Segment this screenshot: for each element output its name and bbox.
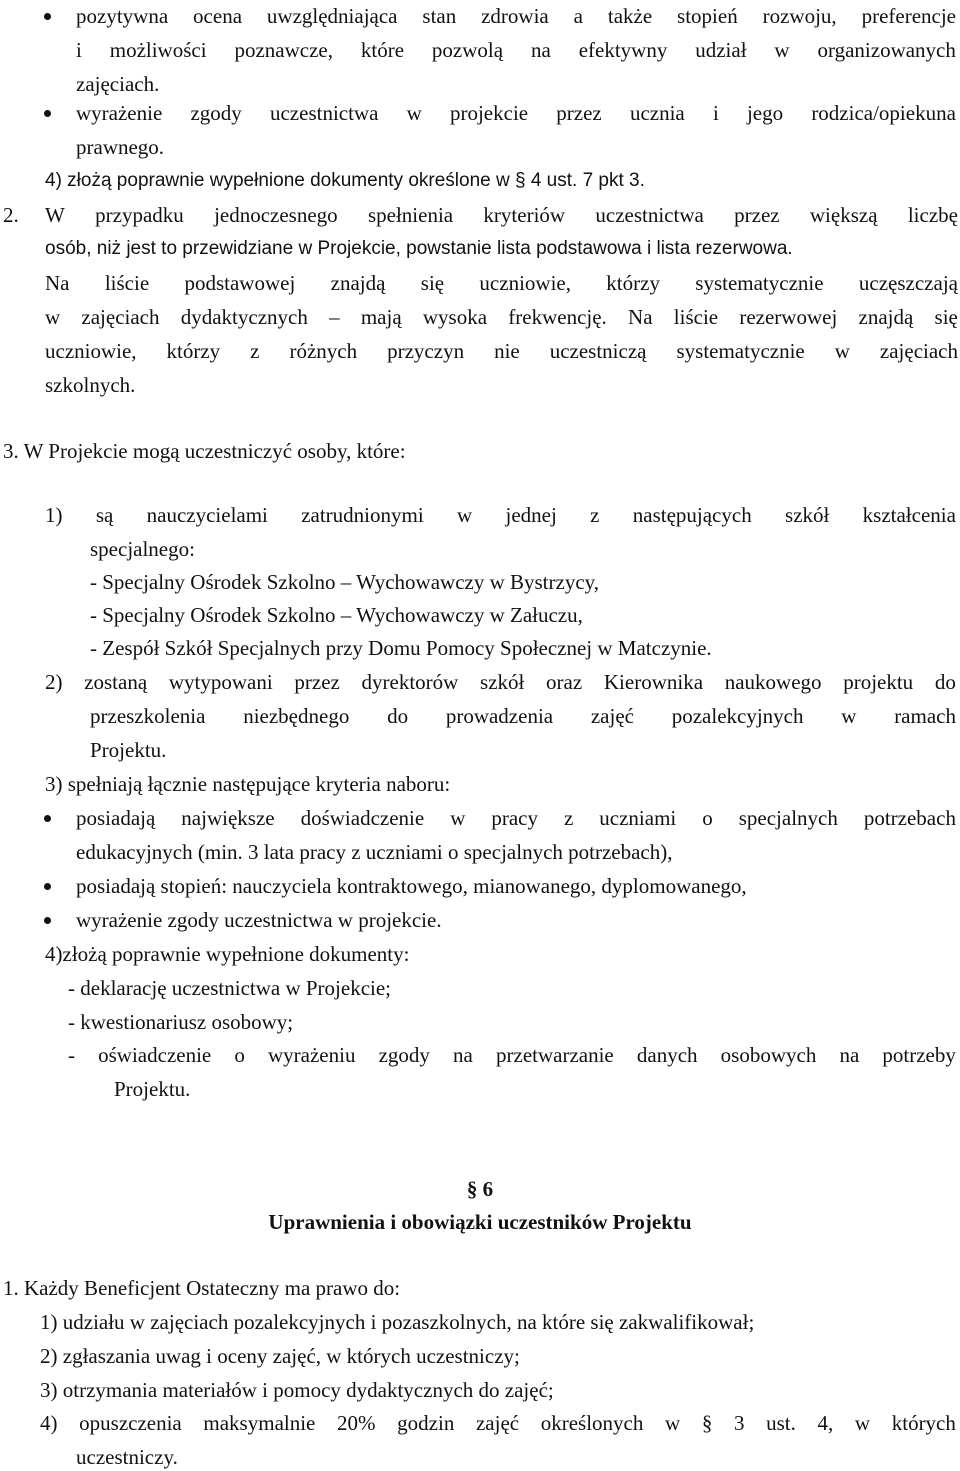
criteria-line: edukacyjnych (min. 3 lata pracy z uczniami o specjalnych potrzebach), (76, 840, 673, 864)
school-item: - Specjalny Ośrodek Szkolno – Wychowawczy w Załuczu, (90, 603, 583, 627)
bullet-icon (44, 13, 51, 20)
paragraph-line: osób, niż jest to przewidziane w Projekcie, powstanie lista podstawowa i lista rezerwowa. (45, 238, 793, 259)
paragraph-line: uczniowie, którzy z różnych przyczyn nie uczestniczą systematycznie w zajęciach (45, 339, 958, 363)
bullet-icon (44, 883, 51, 890)
chapter-number: § 6 (466, 1177, 494, 1201)
paragraph-line: Na liście podstawowej znajdą się uczniowie, którzy systematycznie uczęszczają (45, 271, 958, 295)
paragraph-line: specjalnego: (90, 537, 195, 561)
section-number: 2. (3, 203, 19, 227)
bullet-icon (44, 815, 51, 822)
rights-item: 3) otrzymania materiałów i pomocy dydaktycznych do zajęć; (40, 1378, 554, 1402)
bullet-icon (44, 917, 51, 924)
criteria-line: posiadają największe doświadczenie w pracy z uczniami o specjalnych potrzebach (76, 806, 956, 830)
paragraph-line: 4)złożą poprawnie wypełnione dokumenty: (45, 942, 410, 966)
paragraph-line: 2) zostaną wytypowani przez dyrektorów szkół oraz Kierownika naukowego projektu do (45, 670, 956, 694)
rights-item: 2) zgłaszania uwag i oceny zajęć, w których uczestniczy; (40, 1344, 520, 1368)
rights-item: uczestniczy. (76, 1445, 178, 1469)
school-item: - Specjalny Ośrodek Szkolno – Wychowawczy w Bystrzycy, (90, 570, 600, 594)
criteria-line: posiadają stopień: nauczyciela kontraktowego, mianowanego, dyplomowanego, (76, 874, 747, 898)
list-item-line: pozytywna ocena uwzględniająca stan zdrowia a także stopień rozwoju, preferencje (76, 4, 956, 28)
paragraph-line: 3) spełniają łącznie następujące kryteria naboru: (45, 772, 451, 796)
rights-item: 1) udziału w zajęciach pozalekcyjnych i pozaszkolnych, na które się zakwalifikował; (40, 1310, 755, 1334)
document-item: Projektu. (114, 1077, 191, 1101)
paragraph-line: W przypadku jednoczesnego spełnienia kryteriów uczestnictwa przez większą liczbę (45, 203, 958, 227)
paragraph-line: przeszkolenia niezbędnego do prowadzenia zajęć pozalekcyjnych w ramach (90, 704, 956, 728)
criteria-line: wyrażenie zgody uczestnictwa w projekcie. (76, 908, 442, 932)
list-item-line: 4) złożą poprawnie wypełnione dokumenty określone w § 4 ust. 7 pkt 3. (45, 170, 645, 191)
document-item: - deklarację uczestnictwa w Projekcie; (68, 976, 392, 1000)
school-item: - Zespół Szkół Specjalnych przy Domu Pomocy Społecznej w Matczynie. (90, 636, 712, 660)
paragraph-line: 1) są nauczycielami zatrudnionymi w jednej z następujących szkół kształcenia (45, 503, 956, 527)
bullet-icon (44, 110, 51, 117)
rights-item: 4) opuszczenia maksymalnie 20% godzin zajęć określonych w § 3 ust. 4, w których (40, 1411, 956, 1435)
list-item-line: wyrażenie zgody uczestnictwa w projekcie przez ucznia i jego rodzica/opiekuna (76, 101, 956, 125)
paragraph-line: Projektu. (90, 738, 167, 762)
paragraph-line: szkolnych. (45, 373, 136, 397)
document-item: - kwestionariusz osobowy; (68, 1010, 294, 1034)
document-item: - oświadczenie o wyrażeniu zgody na przetwarzanie danych osobowych na potrzeby (68, 1043, 956, 1067)
paragraph-line: w zajęciach dydaktycznych – mają wysoka frekwencję. Na liście rezerwowej znajdą się (45, 305, 958, 329)
chapter-title: Uprawnienia i obowiązki uczestników Projektu (268, 1210, 692, 1234)
section-heading: 3. W Projekcie mogą uczestniczyć osoby, które: (3, 439, 406, 463)
list-item-line: prawnego. (76, 135, 165, 159)
list-item-line: i możliwości poznawcze, które pozwolą na efektywny udział w organizowanych (76, 38, 956, 62)
list-item-line: zajęciach. (76, 72, 160, 96)
section-heading: 1. Każdy Beneficjent Ostateczny ma prawo do: (3, 1276, 401, 1300)
